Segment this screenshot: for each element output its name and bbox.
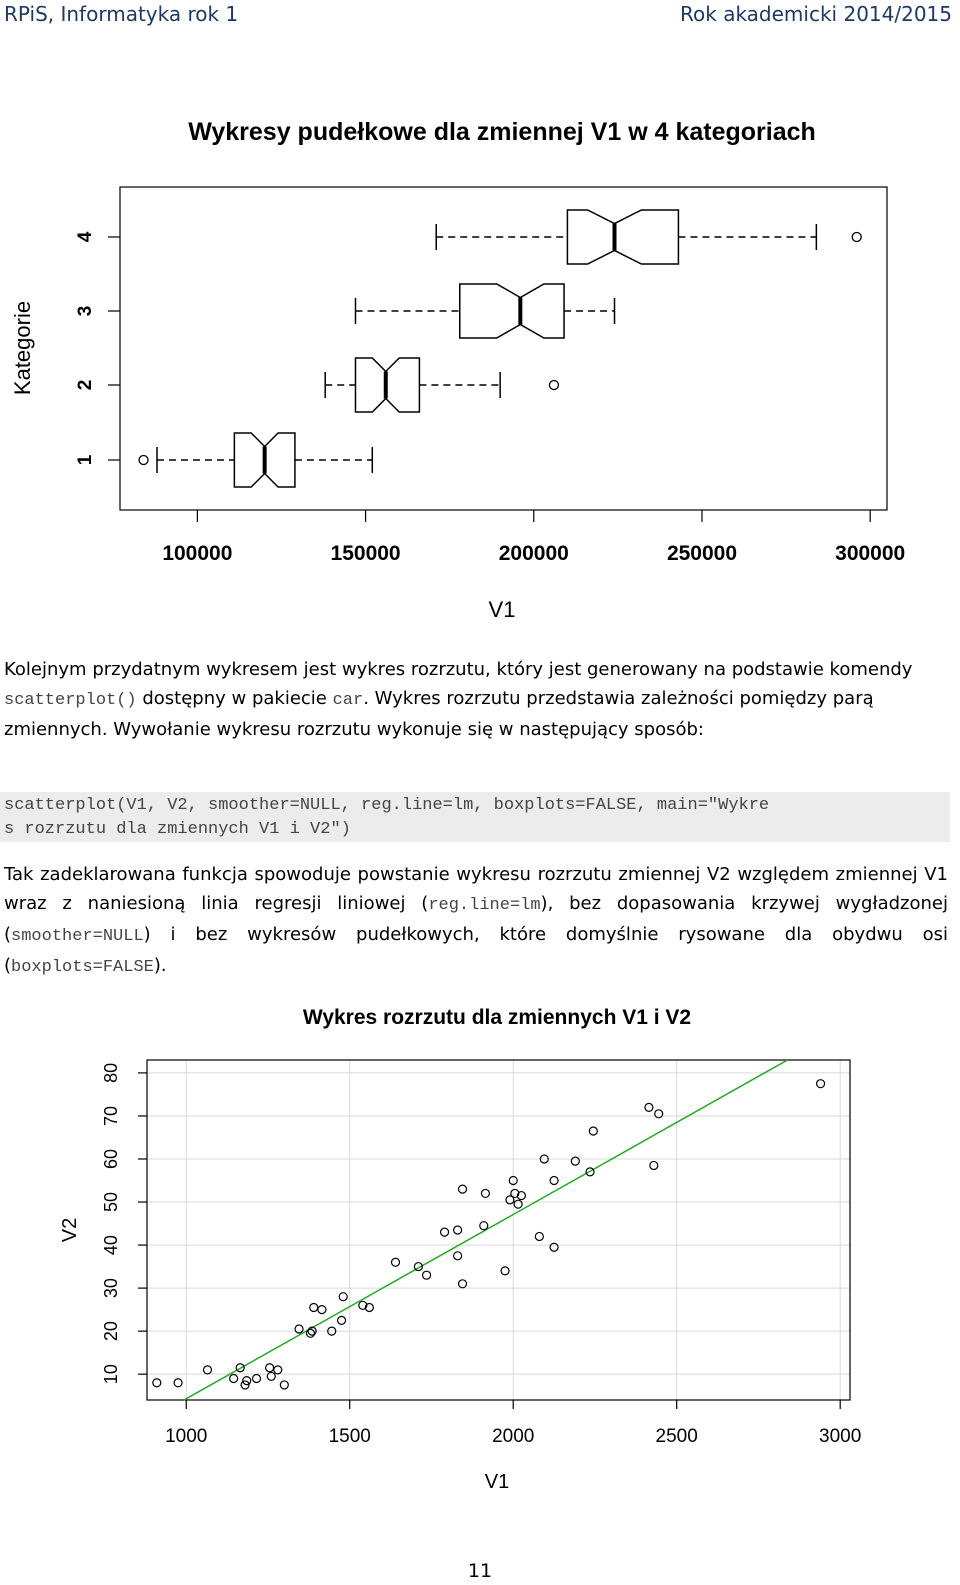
x-tick-label: 2000 bbox=[492, 1426, 535, 1447]
scatter-point bbox=[550, 1243, 558, 1251]
scatter-point bbox=[310, 1303, 318, 1311]
scatter-point bbox=[459, 1185, 467, 1193]
scatter-point bbox=[174, 1379, 182, 1387]
chart-title: Wykresy pudełkowe dla zmiennej V1 w 4 kategoriach bbox=[188, 118, 816, 146]
scatter-point bbox=[571, 1157, 579, 1165]
scatter-point bbox=[535, 1232, 543, 1240]
scatter-point bbox=[650, 1161, 658, 1169]
y-tick-label: 50 bbox=[101, 1192, 121, 1213]
text-span: ). bbox=[153, 955, 167, 976]
x-tick-label: 2500 bbox=[655, 1426, 698, 1447]
scatter-point bbox=[230, 1374, 238, 1382]
scatter-point bbox=[280, 1381, 288, 1389]
chart-title: Wykres rozrzutu dla zmiennych V1 i V2 bbox=[302, 1006, 692, 1029]
scatter-point bbox=[339, 1293, 347, 1301]
paragraph-function-description bbox=[4, 860, 948, 982]
text-span: ), bez dopasowania krzywej wygładzonej ( bbox=[4, 893, 949, 945]
outlier-point bbox=[139, 456, 148, 465]
boxplot-chart bbox=[0, 0, 960, 640]
header-course: RPiS, Informatyka rok 1 bbox=[4, 2, 239, 26]
scatter-point bbox=[423, 1271, 431, 1279]
x-tick-label: 200000 bbox=[498, 542, 569, 565]
code-inline: car bbox=[332, 691, 364, 710]
y-tick-label: 80 bbox=[101, 1062, 121, 1083]
notched-box bbox=[567, 210, 678, 264]
x-tick-label: 3000 bbox=[819, 1426, 862, 1447]
page-number: 11 bbox=[467, 1560, 493, 1582]
scatter-point bbox=[338, 1316, 346, 1324]
y-axis-label: Kategorie bbox=[10, 300, 35, 396]
scatter-point bbox=[454, 1252, 462, 1260]
scatter-point bbox=[550, 1177, 558, 1185]
regression-line bbox=[184, 1060, 788, 1400]
text-span: Kolejnym przydatnym wykresem jest wykres rozrzutu, który jest generowany na podstawie komendy bbox=[4, 659, 913, 680]
y-tick-label: 40 bbox=[101, 1235, 121, 1256]
code-line: scatterplot(V1, V2, smoother=NULL, reg.line=lm, boxplots=FALSE, main="Wykre bbox=[4, 796, 770, 815]
x-tick-label: 100000 bbox=[162, 542, 233, 565]
scatter-point bbox=[441, 1228, 449, 1236]
y-tick-label: 4 bbox=[75, 231, 96, 243]
y-axis-label: V2 bbox=[59, 1217, 81, 1243]
scatter-point bbox=[153, 1379, 161, 1387]
text-span: dostępny w pakiecie bbox=[136, 688, 333, 709]
scatter-point bbox=[501, 1267, 509, 1275]
outlier-point bbox=[549, 381, 558, 390]
y-tick-label: 60 bbox=[101, 1148, 121, 1170]
scatter-point bbox=[267, 1372, 275, 1380]
paragraph-scatterplot-intro bbox=[4, 655, 948, 744]
scatter-point bbox=[295, 1325, 303, 1333]
scatter-point bbox=[645, 1103, 653, 1111]
scatter-point bbox=[274, 1366, 282, 1374]
text-span: . Wykres rozrzutu przedstawia zależności pomiędzy parą zmiennych. Wywołanie wykresu rozrzutu wykonuje się w następujący sposób: bbox=[4, 688, 874, 740]
y-tick-label: 2 bbox=[75, 379, 96, 391]
scatter-point bbox=[514, 1200, 522, 1208]
plot-frame bbox=[147, 1060, 850, 1400]
x-tick-label: 250000 bbox=[666, 542, 738, 565]
y-tick-label: 70 bbox=[101, 1105, 122, 1126]
scatter-point bbox=[480, 1222, 488, 1230]
x-tick-label: 1500 bbox=[328, 1426, 371, 1447]
y-tick-label: 20 bbox=[101, 1321, 121, 1342]
code-inline: boxplots=FALSE bbox=[11, 958, 154, 977]
y-tick-label: 10 bbox=[101, 1364, 121, 1385]
x-axis-label: V1 bbox=[484, 1471, 510, 1493]
code-inline: smoother=NULL bbox=[11, 927, 144, 946]
scatter-point bbox=[392, 1258, 400, 1266]
scatter-point bbox=[655, 1110, 663, 1118]
text-span: ) i bez wykresów pudełkowych, które domyślnie rysowane dla obydwu osi ( bbox=[4, 924, 948, 976]
text-span: Tak zadeklarowana funkcja spowoduje powstanie wykresu rozrzutu zmiennej V2 względem zmiennej V1 wraz z naniesioną linia regresji liniowej ( bbox=[4, 864, 948, 914]
code-inline: scatterplot() bbox=[4, 691, 137, 710]
scatter-point bbox=[589, 1127, 597, 1135]
y-tick-label: 1 bbox=[75, 454, 96, 466]
code-inline: reg.line=lm bbox=[428, 896, 541, 915]
scatter-point bbox=[454, 1226, 462, 1234]
scatter-point bbox=[481, 1189, 489, 1197]
notched-box bbox=[460, 284, 564, 338]
x-axis-label: V1 bbox=[488, 597, 516, 622]
scatter-chart bbox=[0, 990, 960, 1550]
header-year: Rok akademicki 2014/2015 bbox=[680, 2, 952, 26]
x-tick-label: 1000 bbox=[165, 1426, 208, 1447]
x-tick-label: 150000 bbox=[330, 542, 401, 565]
code-block bbox=[0, 792, 950, 842]
scatter-point bbox=[817, 1080, 825, 1088]
scatter-point bbox=[318, 1306, 326, 1314]
y-tick-label: 30 bbox=[101, 1278, 121, 1299]
y-tick-label: 3 bbox=[75, 305, 96, 317]
scatter-point bbox=[266, 1364, 274, 1372]
scatter-point bbox=[253, 1374, 261, 1382]
x-tick-label: 300000 bbox=[835, 542, 906, 565]
outlier-point bbox=[852, 233, 861, 242]
scatter-point bbox=[203, 1366, 211, 1374]
code-line: s rozrzutu dla zmiennych V1 i V2") bbox=[4, 820, 351, 839]
scatter-point bbox=[459, 1280, 467, 1288]
